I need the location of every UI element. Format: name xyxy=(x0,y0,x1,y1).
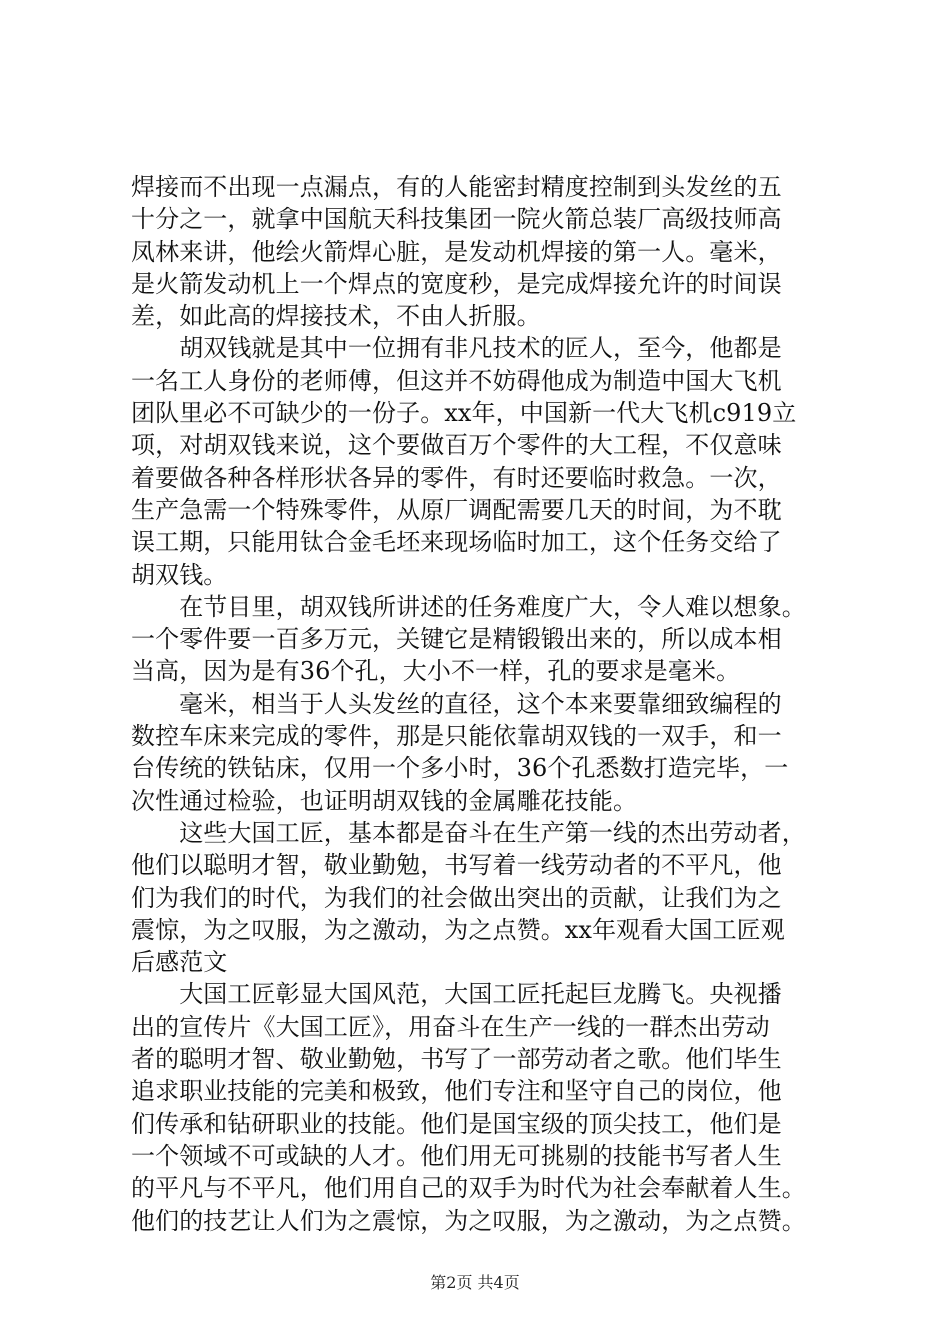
text-line: 毫米，相当于人头发丝的直径，这个本来要靠细致编程的 xyxy=(131,689,782,718)
text-line: 凤林来讲，他绘火箭焊心脏，是发动机焊接的第一人。毫米， xyxy=(131,237,782,266)
text-line: 们为我们的时代，为我们的社会做出突出的贡献，让我们为之 xyxy=(131,883,782,912)
text-line: 误工期，只能用钛合金毛坯来现场临时加工，这个任务交给了 xyxy=(131,528,782,557)
text-line: 着要做各种各样形状各异的零件，有时还要临时救急。一次， xyxy=(131,463,782,492)
text-line: 他们的技艺让人们为之震惊，为之叹服，为之激动，为之点赞。 xyxy=(131,1206,806,1235)
page-number-footer: 第2页 共4页 xyxy=(430,1273,520,1292)
text-line: 次性通过检验，也证明胡双钱的金属雕花技能。 xyxy=(131,786,638,815)
text-line: 团队里必不可缺少的一份子。xx年，中国新一代大飞机c919立 xyxy=(131,399,797,428)
text-line: 者的聪明才智、敬业勤勉，书写了一部劳动者之歌。他们毕生 xyxy=(131,1045,782,1074)
text-line: 生产急需一个特殊零件，从原厂调配需要几天的时间，为不耽 xyxy=(131,495,782,524)
text-line: 项，对胡双钱来说，这个要做百万个零件的大工程，不仅意味 xyxy=(131,431,782,460)
text-line: 差，如此高的焊接技术，不由人折服。 xyxy=(131,302,541,331)
text-line: 出的宣传片《大国工匠》，用奋斗在生产一线的一群杰出劳动 xyxy=(131,1012,770,1041)
text-line: 一名工人身份的老师傅，但这并不妨碍他成为制造中国大飞机 xyxy=(131,366,782,395)
text-line: 胡双钱就是其中一位拥有非凡技术的匠人，至今，他都是 xyxy=(131,334,782,363)
text-line: 十分之一，就拿中国航天科技集团一院火箭总装厂高级技师高 xyxy=(131,205,782,234)
text-line: 他们以聪明才智，敬业勤勉，书写着一线劳动者的不平凡，他 xyxy=(131,851,782,880)
text-line: 当高，因为是有36个孔，大小不一样，孔的要求是毫米。 xyxy=(131,657,741,686)
text-line: 这些大国工匠，基本都是奋斗在生产第一线的杰出劳动者， xyxy=(131,818,806,847)
text-line: 的平凡与不平凡，他们用自己的双手为时代为社会奉献着人生。 xyxy=(131,1174,806,1203)
text-line: 在节目里，胡双钱所讲述的任务难度广大，令人难以想象。 xyxy=(131,592,806,621)
text-line: 焊接而不出现一点漏点，有的人能密封精度控制到头发丝的五 xyxy=(131,173,782,201)
text-line: 追求职业技能的完美和极致，他们专注和坚守自己的岗位，他 xyxy=(131,1077,782,1106)
document-body xyxy=(131,171,825,1237)
text-line: 们传承和钻研职业的技能。他们是国宝级的顶尖技工，他们是 xyxy=(131,1109,782,1138)
text-line: 数控车床来完成的零件，那是只能依靠胡双钱的一双手，和一 xyxy=(131,722,782,751)
text-line: 大国工匠彰显大国风范，大国工匠托起巨龙腾飞。央视播 xyxy=(131,980,782,1009)
text-line: 台传统的铁钻床，仅用一个多小时，36个孔悉数打造完毕，一 xyxy=(131,754,789,783)
text-line: 是火箭发动机上一个焊点的宽度秒，是完成焊接允许的时间误 xyxy=(131,269,782,298)
text-line: 后感范文 xyxy=(131,948,228,977)
text-line: 震惊，为之叹服，为之激动，为之点赞。xx年观看大国工匠观 xyxy=(131,915,785,944)
text-line: 一个领域不可或缺的人才。他们用无可挑剔的技能书写者人生 xyxy=(131,1141,782,1170)
text-line: 一个零件要一百多万元，关键它是精锻锻出来的，所以成本相 xyxy=(131,625,782,654)
text-line: 胡双钱。 xyxy=(131,560,228,589)
